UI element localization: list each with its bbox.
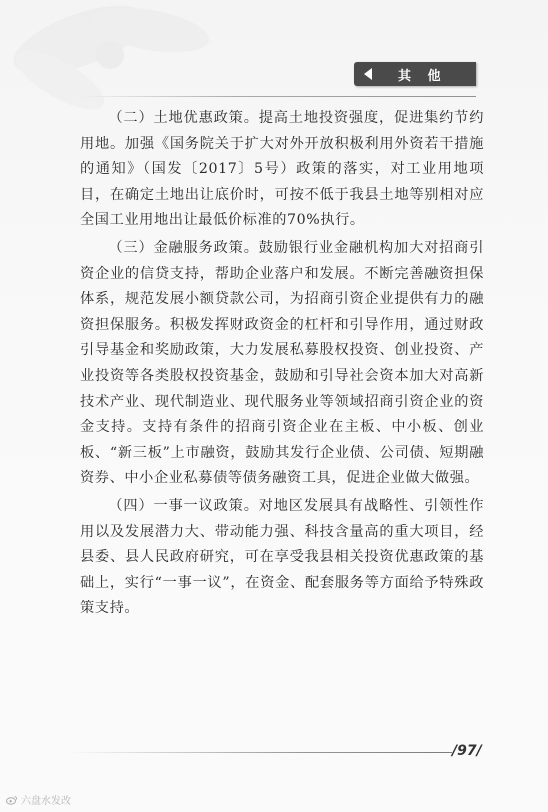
- paragraph-case-by-case-policy: （四）一事一议政策。对地区发展具有战略性、引领性作用以及发展潜力大、带动能力强、科技含量高的重大项目，经县委、县人民政府研究，可在享受我县相关投资优惠政策的基础上，实行“一事一议”，在资金、配套服务等方面给予特殊政策支持。: [80, 497, 484, 617]
- watermark: [6, 792, 71, 807]
- decorative-flower-image: [0, 0, 260, 120]
- paragraph-finance-policy: （三）金融服务政策。鼓励银行业金融机构加大对招商引资企业的信贷支持，帮助企业落户和发展。不断完善融资担保体系，规范发展小额贷款公司，为招商引资企业提供有力的融资担保服务。积极发挥财政资金的杠杆和引导作用，通过财政引导基金和奖励政策，大力发展私募股权投资、创业投资、产业投资等各类股权投资基金，鼓励和引导社会资本加大对高新技术产业、现代制造业、现代服务业等领域招商引资企业的资金支持。支持有条件的招商引资企业在主板、中小板、创业板、“新三板”上市融资，鼓励其发行企业债、公司债、短期融资券、中小企业私募债等债务融资工具，促进企业做大做强。: [80, 239, 484, 487]
- left-triangle-icon: [364, 68, 372, 80]
- footer-divider: [70, 752, 452, 753]
- header-divider: [80, 96, 476, 97]
- section-label: 其 他: [398, 68, 447, 84]
- weibo-logo-icon: [6, 795, 18, 805]
- paragraph-land-policy: （二）土地优惠政策。提高土地投资强度，促进集约节约用地。加强《国务院关于扩大对外开放积极利用外资若干措施的通知》（国发〔2017〕5号）政策的落实，对工业用地项目，在确定土地出让底价时，可按不低于我县土地等别相对应全国工业用地出让最低价标准的70%执行。: [80, 110, 484, 229]
- section-tab: [354, 62, 476, 86]
- body-text: [80, 106, 484, 624]
- page-number: /97/: [452, 743, 482, 759]
- watermark-text: 六盘水发改: [21, 796, 71, 807]
